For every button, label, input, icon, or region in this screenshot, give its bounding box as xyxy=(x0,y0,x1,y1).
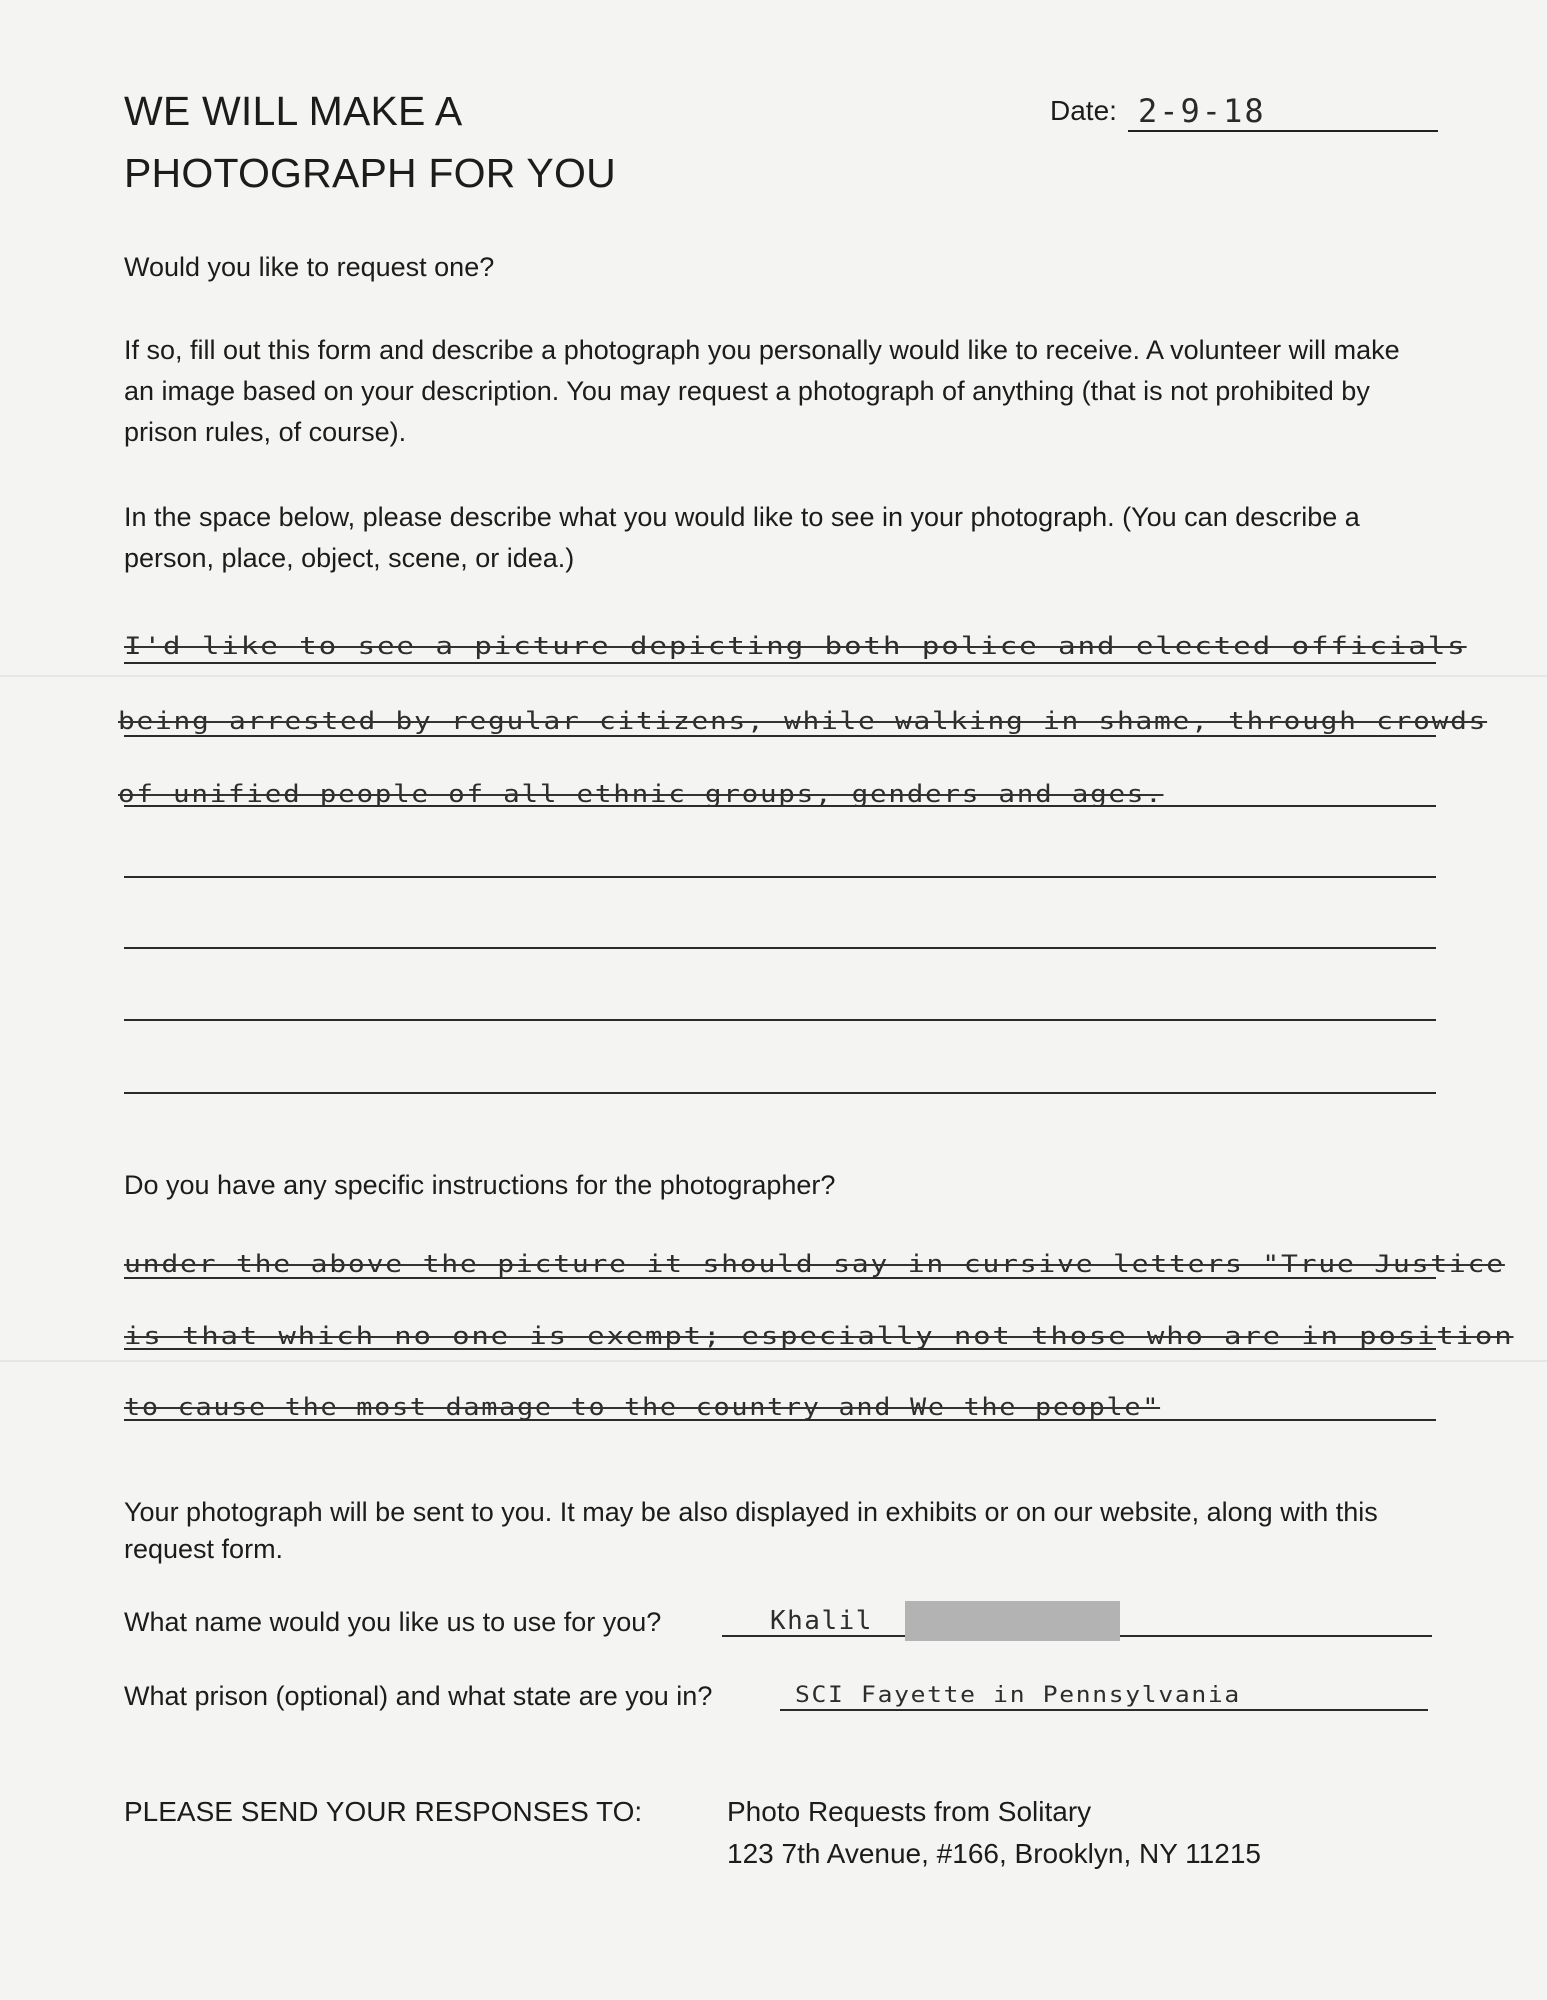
description-rule xyxy=(124,947,1436,949)
instructions-line-3: to cause the most damage to the country and We the people" xyxy=(124,1393,1161,1421)
paper-fold xyxy=(0,675,1547,677)
title-line-2: PHOTOGRAPH FOR YOU xyxy=(124,150,616,196)
instructions-line-1: under the above the picture it should say in cursive letters "True Justice xyxy=(124,1250,1505,1278)
name-value: Khalil xyxy=(770,1606,873,1636)
prison-label: What prison (optional) and what state are you in? xyxy=(124,1681,713,1711)
description-rule xyxy=(124,876,1436,878)
redaction-box xyxy=(905,1601,1120,1641)
form-instructions: If so, fill out this form and describe a photograph you personally would like to receive. A volunteer will make an image based on your description. You may request a photograph of anything (that is not prohibited by prison rules, of course). xyxy=(124,335,1400,447)
photographer-instructions-prompt: Do you have any specific instructions for the photographer? xyxy=(124,1170,836,1200)
description-line-1: I'd like to see a picture depicting both police and elected officials xyxy=(124,632,1467,660)
paper-fold xyxy=(0,1360,1547,1362)
address-line-2: 123 7th Avenue, #166, Brooklyn, NY 11215 xyxy=(727,1838,1261,1869)
description-rule xyxy=(124,735,1436,737)
prison-field[interactable] xyxy=(780,1709,1428,1711)
date-field[interactable] xyxy=(1128,130,1438,132)
describe-prompt: In the space below, please describe what you would like to see in your photograph. (You can describe a person, place, object, scene, or idea.) xyxy=(124,502,1360,573)
description-rule xyxy=(124,1092,1436,1094)
description-line-2: being arrested by regular citizens, while walking in shame, through crowds xyxy=(118,707,1488,735)
date-value: 2-9-18 xyxy=(1138,92,1266,130)
description-rule xyxy=(124,662,1436,664)
instructions-line-2: is that which no one is exempt; especially not those who are in position xyxy=(124,1322,1514,1350)
request-question: Would you like to request one? xyxy=(124,252,495,282)
description-line-3: of unified people of all ethnic groups, genders and ages. xyxy=(118,780,1164,808)
mailing-address xyxy=(727,1791,1261,1875)
prison-value: SCI Fayette in Pennsylvania xyxy=(795,1683,1241,1708)
send-label: PLEASE SEND YOUR RESPONSES TO: xyxy=(124,1796,643,1827)
display-notice: Your photograph will be sent to you. It may be also displayed in exhibits or on our website, along with this request form. xyxy=(124,1497,1378,1564)
description-rule xyxy=(124,1019,1436,1021)
date-label: Date: xyxy=(1050,95,1117,126)
address-line-1: Photo Requests from Solitary xyxy=(727,1796,1092,1827)
name-label: What name would you like us to use for you? xyxy=(124,1607,662,1637)
form-title xyxy=(124,80,616,204)
title-line-1: WE WILL MAKE A xyxy=(124,88,463,134)
